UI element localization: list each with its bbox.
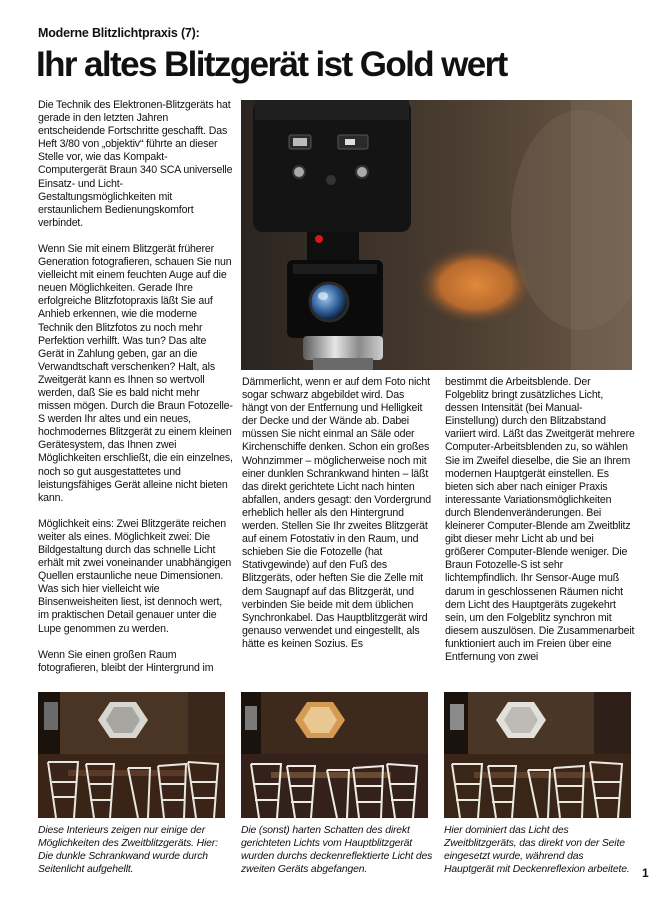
photo-caption-2: Die (sonst) harten Schatten des direkt gerichteten Lichts vom Hauptblitzgerät wurden durchs deckenreflektierte Licht des zweiten Geräts abgefangen. — [241, 825, 433, 875]
paragraph: Wenn Sie mit einem Blitzgerät früherer Generation fotografieren, schauen Sie nun vielleicht mit einem feuchten Auge auf die neuen Möglichkeiten. Gerade Ihre erfolgreiche Blitzfotopraxis läßt Sie auf Anhieb erkennen, wie die moderne Technik den Blitzfotos zu noch mehr Perfektion verhilft. Was tun? Das alte Gerät in Zahlung geben, gar an die Verwandtschaft verschenken? Halt, als Zweitgerät kann es Ihnen so wertvoll werden, daß Sie es bald nicht mehr missen mögen. Durch die Braun Fotozelle-S werden Ihr altes und ein neues, hochmodernes Blitzgerät zu einem kleinen Gerätesystem, das Ihnen zwei Möglichkeiten erschließt, die ein einzelnes, noch so gut ausgestattetes und leistungsfähiges Gerät alleine nicht bieten kann. — [38, 242, 233, 504]
text-column-2 — [242, 376, 432, 664]
interior-photo-3 — [444, 692, 631, 818]
paragraph: Wenn Sie einen großen Raum fotografieren, bleibt der Hintergrund im — [38, 648, 214, 674]
page-number: 1 — [642, 866, 649, 880]
flash-unit-photo — [241, 100, 632, 370]
paragraph: bestimmt die Arbeitsblende. Der Folgeblitz bringt zusätzliches Licht, dessen Intensität (bei Manual-Einstellung) durch den Blitzabstand variiert wird. Läßt das Zweitgerät mehrere Computer-Arbeitsblenden zu, so wählen Sie im Zweifel dieselbe, die Sie an Ihrem modernen Hauptgerät einstellen. Es bieten sich aber nach einiger Praxis interessante Variationsmöglichkeiten durch Blendenveränderungen. Bei kleinerer Computer-Blende am Zweitblitz gibt dieser mehr Licht ab und bei größerer Computer-Blende weniger. Die Braun Fotozelle-S ist sehr lichtempfindlich. Ihr Sensor-Auge muß darum in geschlossenen Räumen nicht dem Licht des Hauptgeräts zugekehrt sein, um den Folgeblitz synchron mit diesem auszulösen. Die Zusammenarbeit funktioniert auch im Freien über eine Entfernung von zwei — [445, 376, 635, 663]
paragraph: Möglichkeit eins: Zwei Blitzgeräte reichen weiter als eines. Möglichkeit zwei: Die Bildgestaltung durch das schnelle Licht erhält mit zwei voneinander unabhängigen Quellen erstaunliche neue Dimensionen. Was sich hier vielleicht wie Binsenweisheiten liest, ist dennoch wert, im praktischen Detail genauer unter die Lupe genommen zu werden. — [38, 517, 232, 635]
article-headline: Ihr altes Blitzgerät ist Gold wert — [36, 45, 507, 84]
paragraph: Dämmerlicht, wenn er auf dem Foto nicht sogar schwarz abgebildet wird. Das hängt von der Entfernung und Helligkeit der Decke und der Wände ab. Dabei müssen Sie nicht einmal an Säle oder Kirchenschiffe denken. Schon ein großes Wohnzimmer – möglicherweise noch mit einer dunklen Schrankwand hinten – läßt das direkt gerichtete Licht nach hinten abfallen, anders gesagt: den Vordergrund erheblich heller als den Hintergrund werden. Stellen Sie Ihr zweites Blitzgerät auf einem Fotostativ in den Raum, und schieben Sie die Fotozelle (hat Stativgewinde) auf den Fuß des Blitzgeräts, oder heften Sie die Zelle mit dem Saugnapf auf das Blitzgerät, und verbinden Sie beide mit dem üblichen Synchronkabel. Das Hauptblitzgerät wird genauso verwendet und eingestellt, als hätte es keinen Sozius. Es — [242, 376, 431, 650]
text-column-3 — [445, 376, 635, 677]
paragraph: Die Technik des Elektronen-Blitzgeräts hat gerade in den letzten Jahren entscheidende Fortschritte geschafft. Das Heft 3/80 von „objektiv“ führte an dieser Stelle vor, wie das Kompakt-Computergerät Braun 340 SCA universelle Einsatz- und Licht-Gestaltungsmöglichkeiten mit erstaunlichem Bedienungskomfort verbindet. — [38, 99, 233, 229]
interior-photo-2 — [241, 692, 428, 818]
text-column-1 — [38, 99, 233, 688]
article-kicker: Moderne Blitzlichtpraxis (7): — [38, 26, 200, 40]
photo-caption-1: Diese Interieurs zeigen nur einige der Möglichkeiten des Zweitblitzgeräts. Hier: Die dunkle Schrankwand wurde durch Seitenlicht aufgehellt. — [38, 825, 218, 875]
photo-caption-3: Hier dominiert das Licht des Zweitblitzgeräts, das direkt von der Seite eingesetzt wurde, während das Hauptgerät mit Deckenreflexion arbeitete. — [444, 825, 630, 875]
interior-photo-1 — [38, 692, 225, 818]
